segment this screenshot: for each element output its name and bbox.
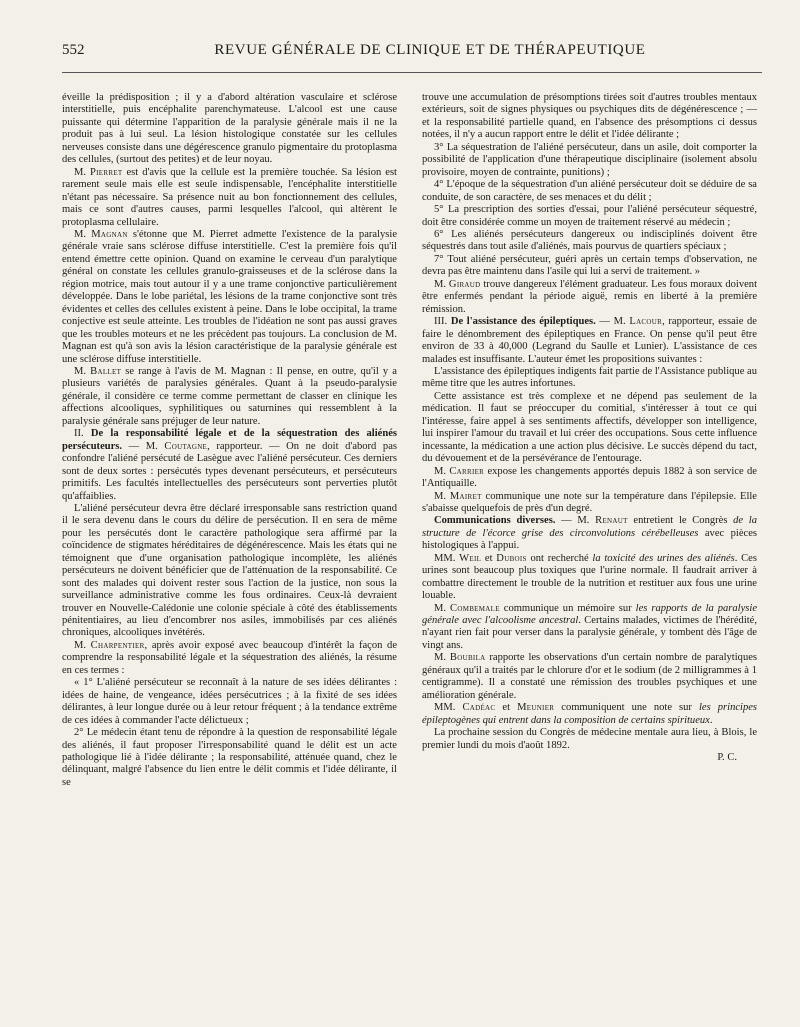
text-run: M.	[434, 278, 449, 290]
paragraph	[62, 428, 397, 503]
page-number: 552	[62, 42, 85, 58]
text-run: M.	[74, 639, 91, 651]
paragraph	[422, 279, 757, 316]
page-header	[0, 36, 800, 66]
text-run: et	[495, 702, 518, 714]
text-run: rapporte les observations d'un certain nombre de paralytiques généraux qu'il a traités par le chlorure d'or et le sodium (de 2 milligrammes à 1 centigramme). Il a constaté une rémission des troubles psychiques et une amélioration générale.	[422, 652, 757, 701]
text-run: . Ces urines sont beaucoup plus toxiques que l'urine normale. Il faudrait arriver à combattre directement le trouble de la nutrition et restituer aux fous une urine louable.	[422, 552, 757, 602]
paragraph	[422, 491, 757, 516]
paragraph	[422, 204, 757, 229]
paragraph	[422, 366, 757, 391]
text-run: , rapporteur. — On ne doit d'abord pas confondre l'aliéné persécuté de Lasègue avec l'aliéné persécuteur. Ces derniers sont de deux sortes : persécutés types devenant persécuteurs, et persécuteurs primitifs. Les facultés intellectuelles des persécuteurs sont perverties plutôt qu'affaiblies.	[62, 440, 397, 502]
text-run: trouve une accumulation de présomptions tirées soit d'autres troubles mentaux extérieurs, soit de signes physiques ou psychiques dits de dégénérescence ; — et la responsabilité partielle quand, en l'absence des présomptions ci dessus notées, il n'y a aucun rapport entre le délit et l'idée délirante ;	[422, 92, 757, 141]
paragraph	[422, 727, 757, 752]
paragraph	[422, 702, 757, 727]
text-run: La prochaine session du Congrès de médecine mentale aura lieu, à Blois, le premier lundi du mois d'août 1892.	[422, 727, 757, 751]
text-run: 2° Le médecin étant tenu de répondre à la question de responsabilité légale des aliénés, il faut proposer l'irresponsabilité quand le délit est un acte pathologique lié à l'idée délirante ; la responsabilité, atténuée quand, chez le délinquant, malgré l'absence du lien entre le délit commis et l'idée délirante, il se	[62, 727, 397, 788]
italic-title: les rapports de la paralysie générale avec l'alcoolisme ancestral	[422, 602, 758, 627]
paragraph	[62, 167, 397, 229]
author-name: Meunier	[517, 702, 555, 714]
author-name: Dubois	[496, 552, 527, 564]
header-rule	[62, 72, 762, 73]
italic-title: les principes épileptogènes qui entrent dans la composition de certains spiritueux	[422, 702, 758, 726]
text-run: M.	[434, 602, 450, 614]
text-run: communique une note sur la température dans l'épilepsie. Elle s'abaisse quelquefois de près d'un degré.	[422, 490, 757, 514]
paragraph	[62, 727, 397, 789]
text-run: 5° La prescription des sorties d'essai, pour l'aliéné persécuteur séquestré, doit être considérée comme un moyen de traitement réservé au médecin ;	[422, 204, 757, 228]
author-name: Charpentier	[90, 639, 145, 651]
author-name: Mairet	[449, 490, 482, 502]
running-title: REVUE GÉNÉRALE DE CLINIQUE ET DE THÉRAPEUTIQUE	[214, 42, 646, 58]
signature	[422, 752, 757, 764]
text-run: — M.	[595, 316, 630, 328]
text-run: M.	[74, 228, 92, 240]
paragraph	[422, 179, 757, 204]
author-name: Weil	[459, 552, 482, 564]
author-name: Magnan	[91, 228, 128, 240]
paragraph	[62, 503, 397, 640]
italic-title: de la structure de l'écorce grise des circonvolutions cérébelleuses	[422, 515, 758, 539]
author-name: Lacour	[629, 316, 663, 328]
text-run: M.	[434, 465, 450, 477]
text-run: MM.	[434, 702, 463, 714]
text-run: « 1° L'aliéné persécuteur se reconnaît à la nature de ses idées délirantes : idées de haine, de vengeance, idées persécutrices ; à la fixité de ses idées délirantes, à leur longue durée ou à leur retour fréquent ; à la tendance extrême de ces idées à commander l'acte délictueux ;	[62, 677, 397, 726]
paragraph	[422, 466, 757, 491]
section-heading: Communications diverses.	[434, 515, 556, 527]
text-run: M.	[74, 166, 91, 178]
author-name: Giraud	[448, 278, 481, 290]
section-heading: De l'assistance des épileptiques.	[450, 316, 596, 328]
paragraph	[422, 652, 757, 702]
text-run: M.	[434, 652, 450, 664]
text-run: L'aliéné persécuteur devra être déclaré irresponsable sans restriction quand il le sera devenu dans le cours du délire de persécution. Il en sera de même pour les persécutés dont le caractère pathologique sera affirmé par la coïncidence de stigmates héréditaires de dégénérescence. Mais les états qui ne témoignent que d'une organisation pathologique incomplète, les aliénés persécuteurs ne doivent bénéficier que de l'atténuation de la responsabilité. Ce sont des malades qui doivent rester sous l'action de la justice, non sous la surveillance administrative comme les fous ordinaires. Ceux-là devraient trouver en Nouvelle-Calédonie une colonie spéciale à côté des établissements pénitentiaires, au lieu d'encombrer nos asiles, immobilisés par ces aliénés chroniques, alcooliques invétérés.	[62, 502, 397, 639]
author-name: Ballet	[90, 365, 122, 377]
author-name: Carrier	[449, 465, 485, 477]
left-column	[62, 92, 397, 789]
paragraph	[422, 515, 757, 552]
paragraph	[422, 316, 757, 366]
author-name: Renaut	[595, 515, 628, 527]
text-run: ont recherché	[526, 552, 593, 564]
author-name: Combemale	[450, 602, 500, 614]
right-column	[422, 92, 757, 764]
text-run: 6° Les aliénés persécuteurs dangereux ou indisciplinés doivent être séquestrés dans tout asile d'aliénés, mais pourvus de quartiers spéciaux ;	[422, 228, 757, 253]
paragraph	[422, 92, 757, 142]
text-run: III.	[434, 316, 451, 328]
text-run: trouve dangereux l'élément graduateur. Les fous moraux doivent être enfermés pendant la période aiguë, remis en liberté à la première rémission.	[422, 278, 757, 315]
paragraph	[62, 92, 397, 167]
text-run: , rapporteur, essaie de faire le dénombrement des épileptiques en France. On pense qu'il peut être environ de 33 à 40,000 (Legrand du Saulle et Lunier). L'assistance de ces malades est insuffisante. L'auteur émet les propositions suivantes :	[422, 316, 757, 365]
author-name: Coutagne	[164, 440, 208, 452]
text-run: MM.	[434, 552, 460, 564]
text-run: avec pièces histologiques à l'appui.	[422, 527, 757, 552]
text-run: M.	[74, 365, 91, 377]
text-run: est d'avis que la cellule est la première touchée. Sa lésion est rarement seule mais elle est seule indispensable, l'encéphalite interstitielle n'étant pas nécessaire. Sa présence nuit au bon fonctionnement des cellules, mais ce sont d'autres causes, parmi lesquelles l'alcool, qui altèrent le protoplasma cellulaire.	[62, 166, 397, 228]
text-run: L'assistance des épileptiques indigents fait partie de l'Assistance publique au même titre que les autres infortunes.	[422, 365, 757, 390]
text-run: éveille la prédisposition ; il y a d'abord altération vasculaire et sclérose interstitielle, puis encéphalite parenchymateuse. L'alcool est une cause puissante qui détermine l'apparition de la paralysie générale mais il ne la produit pas à lui seul. La lésion histologique constatée sur les cellules nerveuses consiste dans une dégérescence granulo pigmentaire du protoplasma des cellules, (surtout des petites) et de leur noyau.	[62, 92, 397, 166]
text-run: P. C.	[717, 752, 737, 764]
paragraph	[422, 142, 757, 179]
text-run: — M.	[555, 515, 596, 527]
paragraph	[422, 254, 757, 279]
text-run: 3° La séquestration de l'aliéné persécuteur, dans un asile, doit comporter la possibilité de l'application d'une thérapeutique disciplinaire (isolement absolu provisoire, moyen de contrainte, punitions) ;	[422, 141, 757, 178]
text-run: 4° L'époque de la séquestration d'un aliéné persécuteur doit se déduire de sa conduite, de son caractère, de ses menaces et du délit ;	[422, 179, 757, 203]
text-run: communique un mémoire sur	[499, 602, 636, 614]
paragraph	[62, 229, 397, 366]
text-run: . Certains malades, victimes de l'hérédité, n'ayant rien fait pour verser dans la paralysie générale, y tombent dès l'âge de vingt ans.	[422, 615, 758, 651]
author-name: Boubila	[449, 652, 486, 664]
text-run: .	[709, 714, 713, 726]
text-run: entretient le Congrès	[627, 515, 734, 527]
paragraph	[422, 229, 757, 254]
paragraph	[62, 677, 397, 727]
paragraph	[422, 391, 757, 466]
paragraph	[422, 553, 757, 603]
text-run: 7° Tout aliéné persécuteur, guéri après un certain temps d'observation, ne devra pas être maintenu dans l'asile qui lui a servi de traitement. »	[422, 253, 757, 278]
text-run: se range à l'avis de M. Magnan : Il pense, en outre, qu'il y a plusieurs variétés de paralysies générales. Quant à la pseudo-paralysie générale, il considère ce terme comme permettant de classer en clinique les affections alcooliques, syphilitiques ou saturnines qui ressemblent à la paralysie générale sans préjuger de leur nature.	[62, 365, 397, 427]
text-run: Cette assistance est très complexe et ne dépend pas seulement de la médication. Il faut se préoccuper du comitial, s'intéresser à tout ce qui l'intéresse, faire appel à ses sentiments affectifs, développer son intelligence, lui inspirer l'amour du travail et lui créer des occupations. Sous cette influence incessante, la médication a une action plus décisive. Le succès dépend du tact, du dévouement et de la persévérance de l'entourage.	[422, 390, 757, 465]
paragraph	[422, 603, 757, 653]
text-run: et	[481, 552, 497, 564]
paragraph	[62, 640, 397, 677]
text-run: II.	[74, 428, 91, 440]
text-run: , après avoir exposé avec beaucoup d'intérêt la façon de comprendre la responsabilité légale et la séquestration des aliénés, la résume en ces termes :	[62, 639, 397, 676]
text-run: — M.	[122, 440, 165, 452]
author-name: Cadéac	[462, 702, 496, 714]
text-run: M.	[434, 490, 450, 502]
section-heading: De la responsabilité légale et de la séquestration des aliénés persécuteurs.	[62, 428, 397, 452]
text-run: communiquent une note sur	[554, 702, 699, 714]
italic-title: la toxicité des urines des aliénés	[592, 552, 735, 564]
text-run: s'étonne que M. Pierret admette l'existence de la paralysie générale vraie sans sclérose diffuse interstitielle. C'est la première fois qu'il entend émettre cette opinion. Quand on examine le cerveau d'un paralytique général on constate les cellules granulo-graisseuses et de la sclérose dans la région motrice, mais tout autour il y a une trame conjonctive particulièrement développée. Dans le lobe pariétal, les lésions de la trame conjonctive sont très évidentes et celles des cellules existent à peine. Dans le lobe occipital, la trame conjective est seule atteinte. Les troubles de l'idéation ne sont pas aussi graves que les troubles moteurs et ne les précèdent pas toujours. La conclusion de M. Magnan est qu'à son avis la lésion caractéristique de la paralysie générale est une sclérose diffuse interstitielle.	[62, 228, 397, 365]
author-name: Pierret	[90, 166, 123, 178]
paragraph	[62, 366, 397, 428]
text-run: expose les changements apportés depuis 1882 à son service de l'Antiquaille.	[422, 465, 757, 490]
